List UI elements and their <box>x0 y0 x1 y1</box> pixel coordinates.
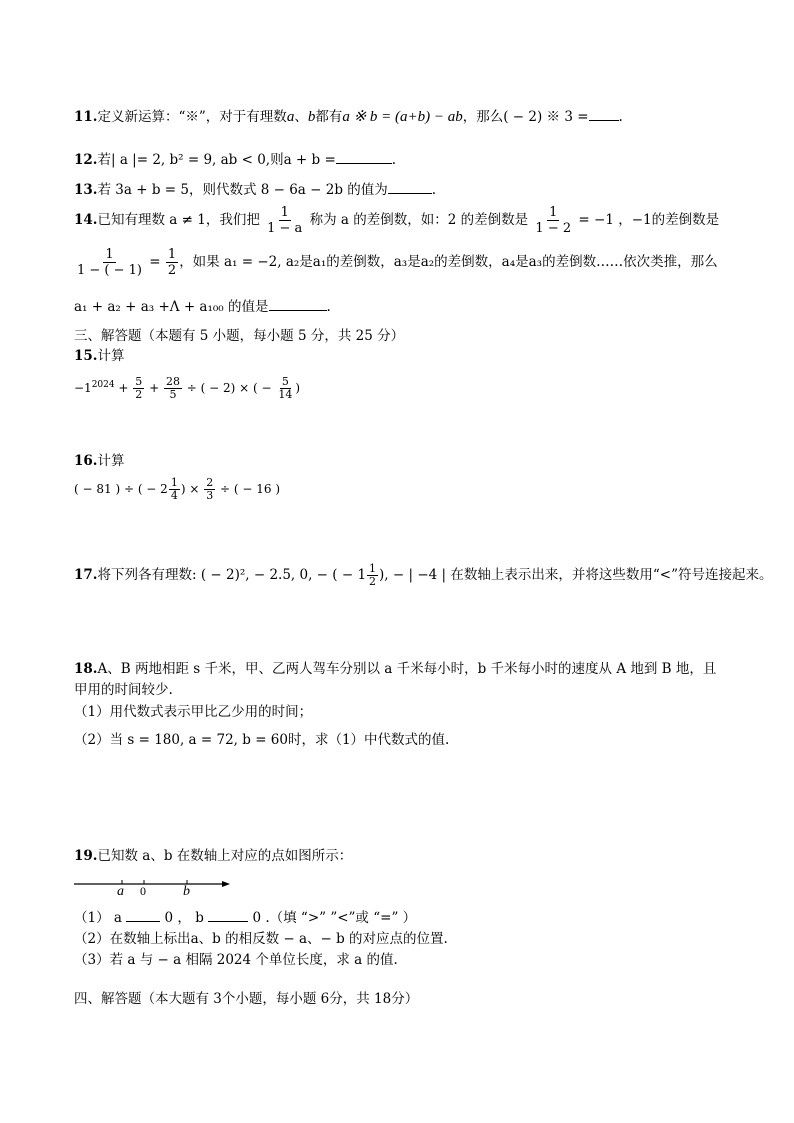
answer-blank[interactable] <box>388 179 432 194</box>
question-text: （1） a <box>74 910 122 926</box>
denominator: 4 <box>170 489 178 502</box>
question-18-part-1: （1）用代数式表示甲比乙少用的时间； <box>74 704 313 720</box>
var-a: a <box>286 109 295 125</box>
question-text: 若| a |= 2, b² = 9, ab < 0,则a + b = <box>97 152 336 168</box>
section-4-heading: 四、解答题（本大题有 3个小题，每小题 6分，共 18分） <box>74 991 419 1007</box>
numerator: 1 <box>167 247 177 262</box>
question-title: 计算 <box>97 348 125 364</box>
question-14-line-1 <box>74 204 719 236</box>
separator: 、 <box>294 109 308 125</box>
question-number: 18. <box>74 661 98 677</box>
question-text: = −1 ，−1的差倒数是 <box>578 212 720 228</box>
fraction <box>367 563 378 588</box>
numerator: 5 <box>281 375 289 388</box>
operator: + <box>114 381 133 395</box>
denominator: 2 <box>135 388 143 401</box>
question-19 <box>74 846 352 866</box>
fraction <box>166 247 178 278</box>
operator: ) × <box>180 482 204 496</box>
number-line <box>74 876 230 890</box>
math-term: ( − 81 ) ÷ ( − 2 <box>74 482 168 496</box>
operator: ÷ ( − 2) × ( − <box>182 381 276 395</box>
fraction <box>133 376 144 401</box>
var-b: b <box>307 109 316 125</box>
answer-blank[interactable] <box>269 296 327 311</box>
numerator: 1 <box>549 205 558 220</box>
question-18-line-1 <box>74 659 716 679</box>
fraction <box>75 247 144 278</box>
math-expression: a ※ b = (a+b) − ab <box>342 109 463 125</box>
question-19-part-3: （3）若 a 与 − a 相隔 2024 个单位长度，求 a 的值. <box>74 952 398 968</box>
exponent: 2024 <box>91 380 115 390</box>
fraction <box>204 477 215 502</box>
question-text: 已知数 a、b 在数轴上对应的点如图所示： <box>97 848 353 864</box>
question-16-expression <box>74 474 280 504</box>
question-text: 定义新运算：“※”，对于有理数 <box>97 109 287 125</box>
denominator: 14 <box>278 388 293 401</box>
question-text: ), − | −4 | 在数轴上表示出来，并将这些数用“<”符号连接起来。 <box>379 567 773 583</box>
question-text: a₁ + a₂ + a₃ +Λ + a₁₀₀ 的值是 <box>74 299 269 315</box>
question-18-line-2: 甲用的时间较少. <box>74 682 173 698</box>
question-text: 若 3a + b = 5，则代数式 8 − 6a − 2b 的值为 <box>97 182 388 198</box>
question-number: 16. <box>74 453 98 469</box>
question-19-part-1 <box>74 907 416 928</box>
numerator: 1 <box>170 476 178 489</box>
question-15 <box>74 346 125 366</box>
question-12 <box>74 149 396 170</box>
fraction <box>265 205 304 236</box>
answer-blank[interactable] <box>336 149 392 164</box>
question-text: A、B 两地相距 s 千米，甲、乙两人驾车分别以 a 千米每小时，b 千米每小时的速度从 A 地到 B 地，且 <box>97 661 717 677</box>
denominator: 1 − ( − 1) <box>77 263 142 278</box>
question-number: 13. <box>74 182 98 198</box>
question-number: 19. <box>74 848 98 864</box>
denominator: 5 <box>169 388 177 401</box>
fraction <box>533 205 573 236</box>
fraction <box>276 376 294 401</box>
numerator: 5 <box>135 375 143 388</box>
question-11 <box>74 106 623 127</box>
period: . <box>391 152 397 168</box>
question-17 <box>74 560 772 590</box>
fraction <box>169 477 180 502</box>
period: . <box>618 109 623 125</box>
operator: + <box>145 381 163 395</box>
question-14-line-2 <box>74 246 718 278</box>
numerator: 1 <box>369 562 377 575</box>
fraction <box>164 376 182 401</box>
denominator: 1 − 2 <box>535 221 572 236</box>
question-text: ，那么( − 2) ※ 3 = <box>462 109 589 125</box>
question-text: 0 ， b <box>164 910 204 926</box>
answer-blank[interactable] <box>589 106 619 121</box>
numerator: 1 <box>280 205 289 220</box>
axis-label-b: b <box>183 884 190 899</box>
denominator: 1 − a <box>267 221 303 236</box>
bracket: ) <box>295 381 301 395</box>
number-line-graphic <box>74 876 230 890</box>
question-text: 将下列各有理数: ( − 2)², − 2.5, 0, − ( − 1 <box>97 567 367 583</box>
question-18-part-2: （2）当 s = 180, a = 72, b = 60时，求（1）中代数式的值. <box>74 732 450 748</box>
question-text: 称为 a 的差倒数，如：2 的差倒数是 <box>309 212 529 228</box>
question-14-line-3 <box>74 296 331 317</box>
section-3-heading: 三、解答题（本题有 5 小题，每小题 5 分，共 25 分） <box>74 328 405 344</box>
denominator: 2 <box>369 575 377 588</box>
question-number: 11. <box>74 109 98 125</box>
question-number: 17. <box>74 567 98 583</box>
question-title: 计算 <box>97 453 125 469</box>
math-term: −1 <box>74 381 92 395</box>
equals: = <box>149 254 161 270</box>
denominator: 2 <box>167 263 177 278</box>
numerator: 2 <box>206 476 214 489</box>
question-19-part-2: （2）在数轴上标出a、b 的相反数 − a、− b 的对应点的位置. <box>74 931 448 947</box>
operator: ÷ ( − 16 ) <box>216 482 281 496</box>
question-16 <box>74 451 125 471</box>
answer-blank-b[interactable] <box>208 907 248 922</box>
period: . <box>326 299 331 315</box>
denominator: 3 <box>206 489 214 502</box>
question-13 <box>74 179 436 200</box>
question-15-expression <box>74 370 300 403</box>
question-number: 12. <box>74 152 98 168</box>
axis-label-zero: 0 <box>140 884 146 898</box>
answer-blank-a[interactable] <box>126 907 160 922</box>
numerator: 28 <box>165 375 180 388</box>
question-text: 已知有理数 a ≠ 1，我们把 <box>97 212 260 228</box>
numerator: 1 <box>105 247 114 262</box>
question-number: 14. <box>74 212 98 228</box>
question-text: ，如果 a₁ = −2, a₂是a₁的差倒数，a₃是a₂的差倒数，a₄是a₃的差倒数……依次类推，那么 <box>179 254 718 270</box>
question-number: 15. <box>74 348 98 364</box>
question-text: 0 .（填 “>” ”<”或 “=” ） <box>252 910 417 926</box>
period: . <box>431 182 437 198</box>
question-text: 都有 <box>315 109 343 125</box>
axis-label-a: a <box>117 884 124 899</box>
